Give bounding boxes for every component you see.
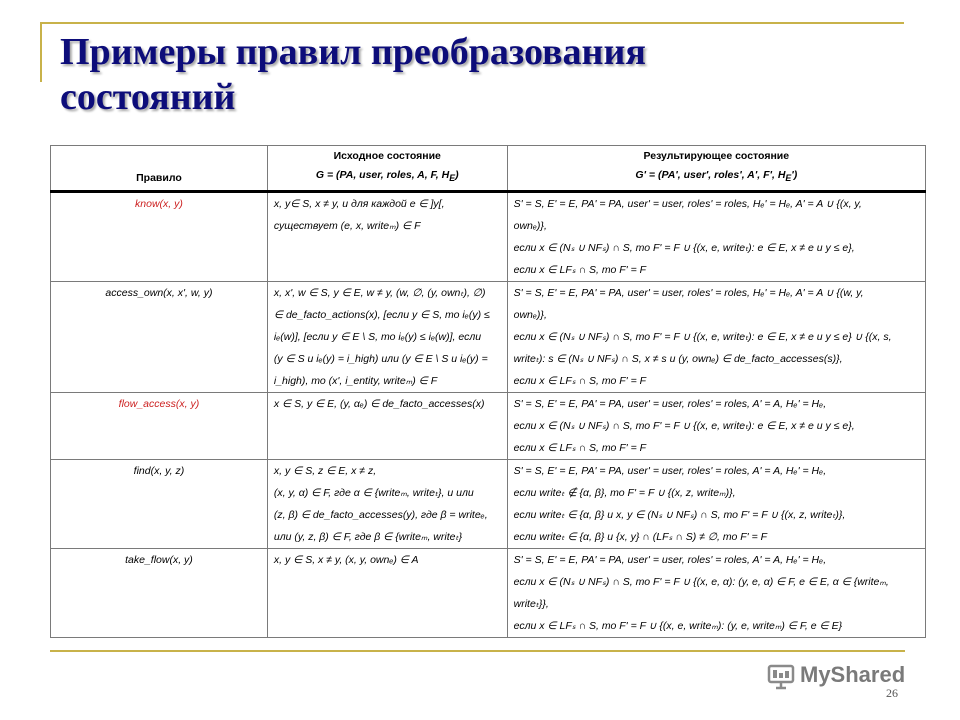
initial-state-line: x, x', w ∈ S, y ∈ E, w ≠ y, (w, ∅, (y, ownₜ), ∅) [273, 287, 486, 300]
footer-line [50, 650, 905, 652]
result-state-line: если writeₜ ∈ {α, β} и x, y ∈ (Nₛ ∪ NFₛ) ∩ S, то F' = F ∪ {(x, z, writeₜ)}, [513, 509, 846, 522]
result-state-line: если x ∈ LFₛ ∩ S, то F' = F [513, 442, 647, 455]
initial-state-line: существует (e, x, writeₘ) ∈ F [273, 220, 421, 233]
table-header-row [51, 146, 926, 192]
result-state-cell [507, 549, 925, 638]
table-row [51, 192, 926, 282]
rule-name: flow_access(x, y) [118, 398, 200, 411]
result-state-line: если x ∈ (Nₛ ∪ NFₛ) ∩ S, то F' = F ∪ {(x, e, α): (y, e, α) ∈ F, e ∈ E, α ∈ {writeₘ, [513, 576, 889, 589]
header-initial-formula-text: G = (PA, user, roles, A, F, H [315, 169, 450, 181]
initial-state-line: (x, y, α) ∈ F, где α ∈ {writeₘ, writeₜ}, и или [273, 487, 474, 500]
rule-name: take_flow(x, y) [125, 554, 193, 567]
rule-name: access_own(x, x', w, y) [105, 287, 213, 300]
rule-cell [51, 460, 268, 549]
initial-state-line: x, y ∈ S, z ∈ E, x ≠ z, [273, 465, 377, 478]
result-state-line: ownₑ)}, [513, 220, 547, 233]
result-state-line: если x ∈ LFₛ ∩ S, то F' = F [513, 375, 647, 388]
result-state-line: S' = S, E' = E, PA' = PA, user' = user, roles' = roles, A' = A, Hₑ' = Hₑ, [513, 398, 827, 411]
frame-left-line [40, 22, 42, 82]
initial-state-cell [267, 282, 507, 393]
rule-cell [51, 282, 268, 393]
initial-state-line: x, y ∈ S, x ≠ y, (x, y, ownₑ) ∈ A [273, 554, 419, 567]
result-state-line: S' = S, E' = E, PA' = PA, user' = user, roles' = roles, Hₑ' = Hₑ, A' = A ∪ {(x, y, [513, 198, 862, 211]
initial-state-line: ∈ de_facto_actions(x), [если y ∈ S, то iₑ(y) ≤ [273, 309, 490, 322]
header-result-sub: E [785, 173, 792, 184]
presentation-board-icon [766, 660, 796, 690]
initial-state-line: x, y∈ S, x ≠ y, и для каждой e ∈ ]y[, [273, 198, 445, 211]
result-state-line: если x ∈ (Nₛ ∪ NFₛ) ∩ S, то F' = F ∪ {(x, e, writeₜ): e ∈ E, x ≠ e и y ≤ e} ∪ {(x, s, [513, 331, 892, 344]
result-state-line: writeₜ): s ∈ (Nₛ ∪ NFₛ) ∩ S, x ≠ s и (y, ownₑ) ∈ de_facto_accesses(s)}, [513, 353, 843, 366]
myshared-logo [766, 658, 905, 692]
initial-state-line: x ∈ S, y ∈ E, (y, αₑ) ∈ de_facto_accesses(x) [273, 398, 485, 411]
rule-cell [51, 192, 268, 282]
header-rule [51, 146, 268, 192]
header-result-formula [514, 166, 919, 188]
header-result-end: ') [791, 169, 798, 181]
result-state-line: если x ∈ (Nₛ ∪ NFₛ) ∩ S, то F' = F ∪ {(x, e, writeₜ): e ∈ E, x ≠ e и y ≤ e}, [513, 420, 855, 433]
initial-state-cell [267, 460, 507, 549]
slide-title-line2: состояний [60, 76, 236, 118]
rule-name: find(x, y, z) [133, 465, 185, 478]
result-state-line: если x ∈ LFₛ ∩ S, то F' = F ∪ {(x, e, writeₘ): (y, e, writeₘ) ∈ F, e ∈ E} [513, 620, 843, 633]
initial-state-cell [267, 549, 507, 638]
initial-state-line: i_high), то (x', i_entity, writeₘ) ∈ F [273, 375, 438, 388]
result-state-line: если x ∈ (Nₛ ∪ NFₛ) ∩ S, то F' = F ∪ {(x, e, writeₜ): e ∈ E, x ≠ e и y ≤ e}, [513, 242, 855, 255]
header-initial-title: Исходное состояние [333, 150, 441, 162]
header-initial-sub: E [449, 173, 456, 184]
result-state-line: ownₑ)}, [513, 309, 547, 322]
result-state-line: S' = S, E' = E, PA' = PA, user' = user, roles' = roles, A' = A, Hₑ' = Hₑ, [513, 554, 827, 567]
table-row [51, 393, 926, 460]
initial-state-line: iₑ(w)], [если y ∈ E \ S, то iₑ(y) ≤ iₑ(w)], если [273, 331, 482, 344]
result-state-cell [507, 192, 925, 282]
slide-title-line1: Примеры правил преобразования [60, 31, 646, 73]
table-row [51, 282, 926, 393]
initial-state-cell [267, 393, 507, 460]
initial-state-line: (y ∈ S и iₑ(y) = i_high) или (y ∈ E \ S и iₑ(y) = [273, 353, 488, 366]
result-state-line: S' = S, E' = E, PA' = PA, user' = user, roles' = roles, A' = A, Hₑ' = Hₑ, [513, 465, 827, 478]
rule-cell [51, 393, 268, 460]
result-state-cell [507, 282, 925, 393]
initial-state-line: или (y, z, β) ∈ F, где β ∈ {writeₘ, writeₜ} [273, 531, 463, 544]
page-number: 26 [886, 686, 898, 700]
result-state-line: writeₜ}}, [513, 598, 549, 611]
frame-top-line [40, 22, 904, 24]
header-result-title: Результирующее состояние [643, 150, 790, 162]
result-state-line: если writeₜ ∉ {α, β}, то F' = F ∪ {(x, z, writeₘ)}, [513, 487, 736, 500]
header-initial-state [267, 146, 507, 192]
result-state-cell [507, 460, 925, 549]
table-body [51, 192, 926, 638]
initial-state-line: (z, β) ∈ de_facto_accesses(y), где β = writeₑ, [273, 509, 488, 522]
header-result-formula-text: G' = (PA', user', roles', A', F', H [635, 169, 786, 181]
header-initial-formula [274, 166, 501, 188]
header-rule-label: Правило [136, 172, 182, 185]
table-row [51, 460, 926, 549]
result-state-line: если writeₜ ∈ {α, β} и {x, y} ∩ (LFₛ ∩ S) ≠ ∅, то F' = F [513, 531, 768, 544]
slide-title [60, 30, 920, 120]
result-state-cell [507, 393, 925, 460]
initial-state-cell [267, 192, 507, 282]
result-state-line: если x ∈ LFₛ ∩ S, то F' = F [513, 264, 647, 277]
logo-text: MyShared [800, 662, 906, 687]
rule-name: know(x, y) [135, 198, 183, 211]
rules-table [50, 145, 926, 638]
table-row [51, 549, 926, 638]
header-initial-end: ) [455, 169, 459, 181]
rule-cell [51, 549, 268, 638]
header-result-state [507, 146, 925, 192]
result-state-line: S' = S, E' = E, PA' = PA, user' = user, roles' = roles, Hₑ' = Hₑ, A' = A ∪ {(w, y, [513, 287, 864, 300]
